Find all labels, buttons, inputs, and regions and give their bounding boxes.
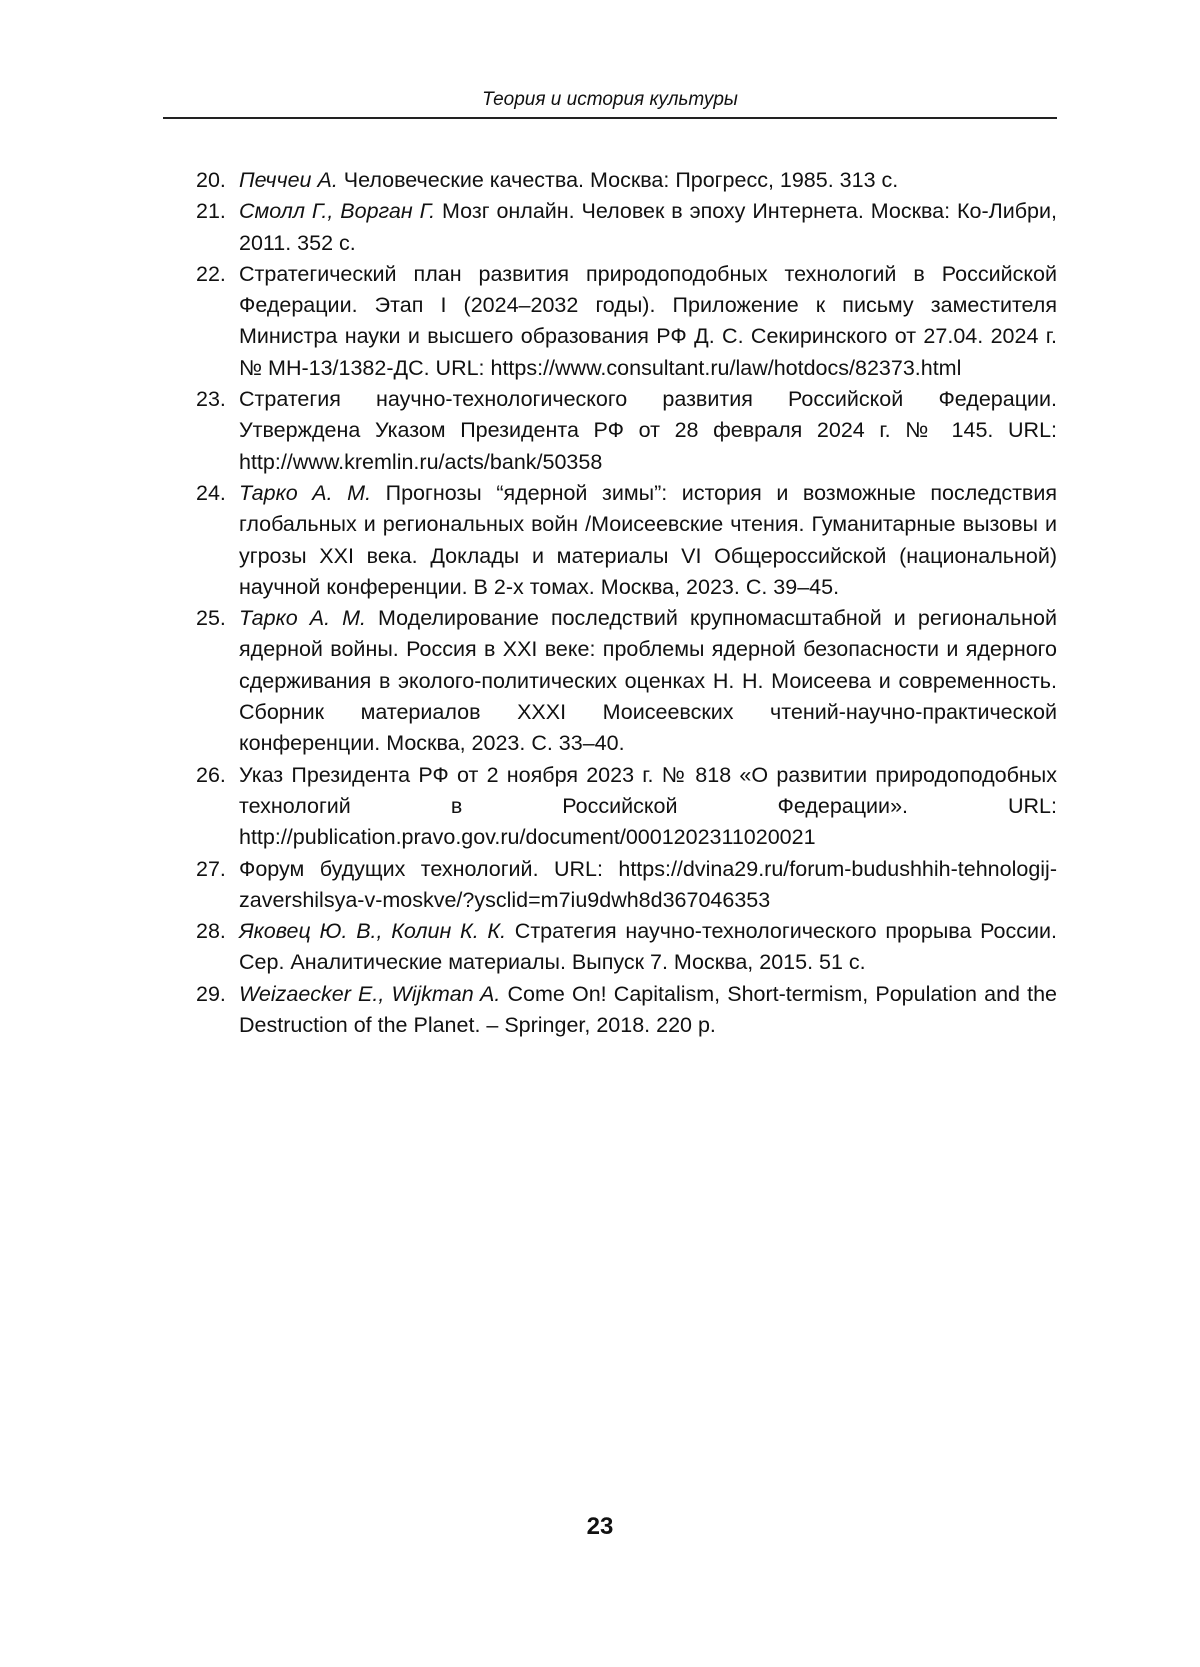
reference-item (196, 916, 1057, 979)
reference-item (196, 603, 1057, 759)
reference-number: 27. (196, 856, 226, 881)
reference-author: Weizaecker E., Wijkman A. (239, 981, 501, 1006)
reference-author: Тарко А. М. (239, 480, 372, 505)
reference-text: Стратегия научно-технологического развития Российской Федерации. Утверждена Указом Президента РФ от 28 февраля 2024 г. № 145. URL: http://www.kremlin.ru/acts/bank/50358 (239, 387, 1057, 474)
reference-text: Стратегический план развития природоподобных технологий в Российской Федерации. Этап I (2024–2032 годы). Приложение к письму заместителя Министра науки и высшего образования РФ Д. С. Секиринского от 27.04. 2024 г. № МН-13/1382-ДС. URL: https://www.consultant.ru/law/hotdocs/82373.html (239, 261, 1057, 380)
reference-text: Прогнозы “ядерной зимы”: история и возможные последствия глобальных и региональных войн /Моисеевские чтения. Гуманитарные вызовы и угрозы XXI века. Доклады и материалы VI Общероссийской (национальной) научной конференции. В 2-х томах. Москва, 2023. С. 39–45. (239, 480, 1058, 599)
reference-number: 26. (196, 762, 226, 787)
reference-item (196, 165, 1057, 196)
reference-number: 29. (196, 981, 226, 1006)
reference-number: 21. (196, 199, 226, 224)
reference-item (196, 854, 1057, 917)
header-rule (163, 117, 1057, 119)
reference-text: Come On! Capitalism, Short-termism, Population and the Destruction of the Planet. – Springer, 2018. 220 р. (239, 981, 1058, 1038)
reference-number: 24. (196, 480, 226, 505)
reference-text: Моделирование последствий крупномасштабной и региональной ядерной войны. Россия в XXI веке: проблемы ядерной безопасности и ядерного сдерживания в эколого-политических оценках Н. Н. Моисеева и современность. Сборник материалов XXXI Моисеевских чтений-научно-практической конференции. Москва, 2023. С. 33–40. (239, 606, 1058, 756)
reference-number: 23. (196, 387, 226, 412)
reference-text: Указ Президента РФ от 2 ноября 2023 г. № 818 «О развитии природоподобных технологий в Российской Федерации». URL: http://publication.pravo.gov.ru/document/0001202311020021 (239, 762, 1057, 850)
reference-number: 20. (196, 168, 226, 192)
reference-text: Форум будущих технологий. URL: https://dvina29.ru/forum-budushhih-tehnologij-zavershilsya-v-moskve/?ysclid=m7iu9dwh8d367046353 (239, 856, 1057, 912)
reference-author: Печчеи А. (239, 168, 338, 192)
reference-text: Человеческие качества. Москва: Прогресс, 1985. 313 с. (337, 168, 899, 192)
reference-item (196, 196, 1057, 259)
page-number: 23 (586, 1513, 614, 1540)
reference-author: Смолл Г., Ворган Г. (239, 199, 436, 224)
reference-number: 28. (196, 919, 226, 944)
reference-item (196, 979, 1057, 1042)
reference-list (196, 165, 1057, 1041)
reference-item (196, 478, 1057, 603)
reference-author: Тарко А. М. (239, 606, 366, 631)
reference-text: Мозг онлайн. Человек в эпоху Интернета. Москва: Ко-Либри, 2011. 352 с. (239, 199, 1057, 255)
reference-text: Стратегия научно-технологического прорыва России. Сер. Аналитические материалы. Выпуск 7. Москва, 2015. 51 с. (239, 919, 1058, 975)
reference-number: 22. (196, 261, 226, 286)
reference-item (196, 259, 1057, 384)
reference-author: Яковец Ю. В., Колин К. К. (239, 919, 507, 944)
reference-item (196, 384, 1057, 478)
reference-number: 25. (196, 606, 226, 631)
running-header: Теория и история культуры (482, 89, 738, 110)
reference-item (196, 760, 1057, 854)
